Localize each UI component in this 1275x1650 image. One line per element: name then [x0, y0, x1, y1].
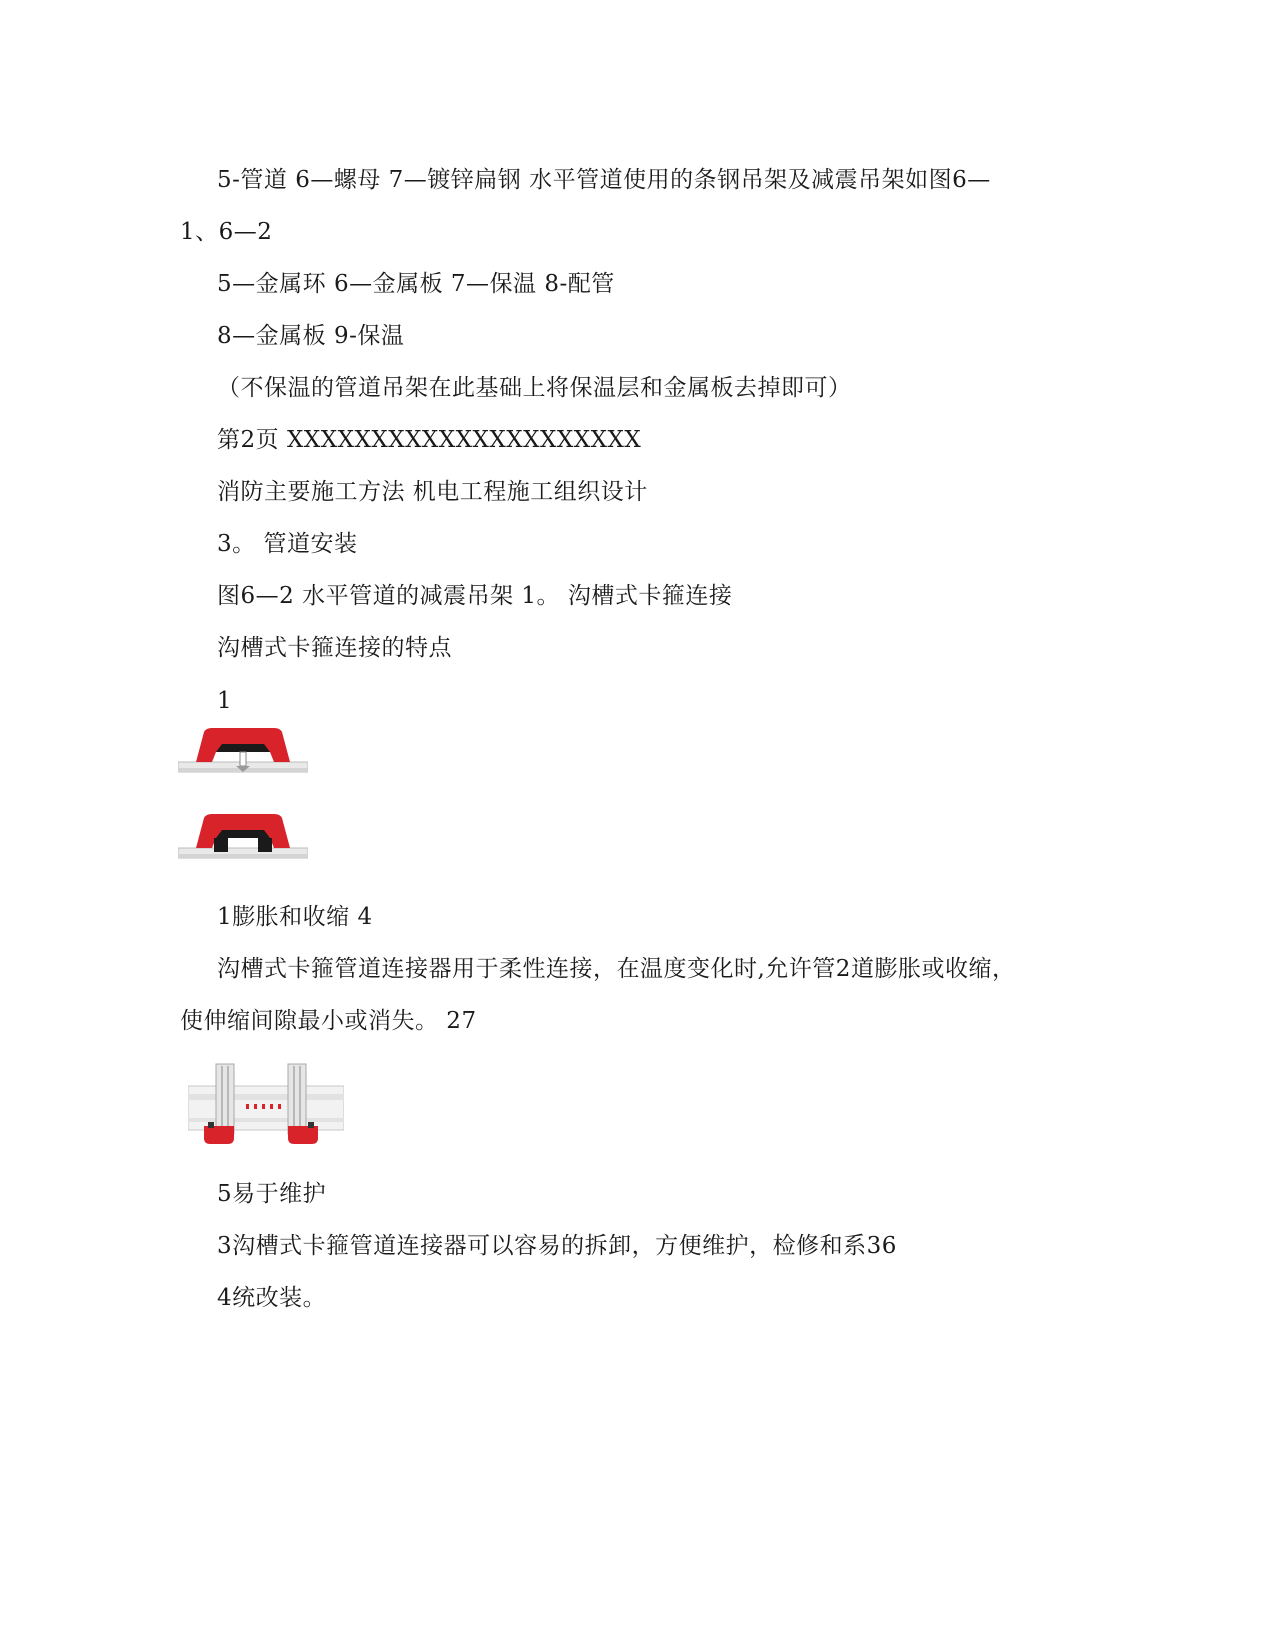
coupling-side-view-figure — [188, 1058, 344, 1154]
coupling-contracted-figure — [178, 810, 308, 870]
coupling-expanded-figure — [178, 724, 308, 784]
text-line-3: 5—金属环 6—金属板 7—保温 8-配管 — [217, 271, 615, 297]
text-line-5: （不保温的管道吊架在此基础上将保温层和金属板去掉即可） — [217, 375, 852, 401]
text-line-11: 1 — [217, 688, 233, 714]
text-line-12: 1膨胀和收缩 4 — [217, 904, 373, 930]
section-heading: 3。 管道安装 — [217, 531, 358, 557]
text-line-1: 5-管道 6—螺母 7—镀锌扁钢 水平管道使用的条钢吊架及减震吊架如图6— — [217, 167, 991, 193]
figure-caption: 图6—2 水平管道的减震吊架 1。 沟槽式卡箍连接 — [217, 583, 733, 609]
text-line-17: 4统改装。 — [217, 1285, 327, 1311]
text-line-14: 使伸缩间隙最小或消失。 27 — [180, 1008, 477, 1034]
text-line-4: 8—金属板 9-保温 — [217, 323, 405, 349]
text-line-2: 1、6—2 — [180, 219, 273, 245]
page-footer-line: 第2页 XXXXXXXXXXXXXXXXXXXXX — [217, 427, 642, 453]
page-header-line: 消防主要施工方法 机电工程施工组织设计 — [217, 479, 648, 505]
text-line-16: 3沟槽式卡箍管道连接器可以容易的拆卸，方便维护，检修和系36 — [217, 1233, 897, 1259]
text-line-13: 沟槽式卡箍管道连接器用于柔性连接，在温度变化时,允许管2道膨胀或收缩， — [217, 956, 1016, 982]
subheading: 沟槽式卡箍连接的特点 — [217, 635, 452, 661]
text-line-15: 5易于维护 — [217, 1181, 327, 1207]
